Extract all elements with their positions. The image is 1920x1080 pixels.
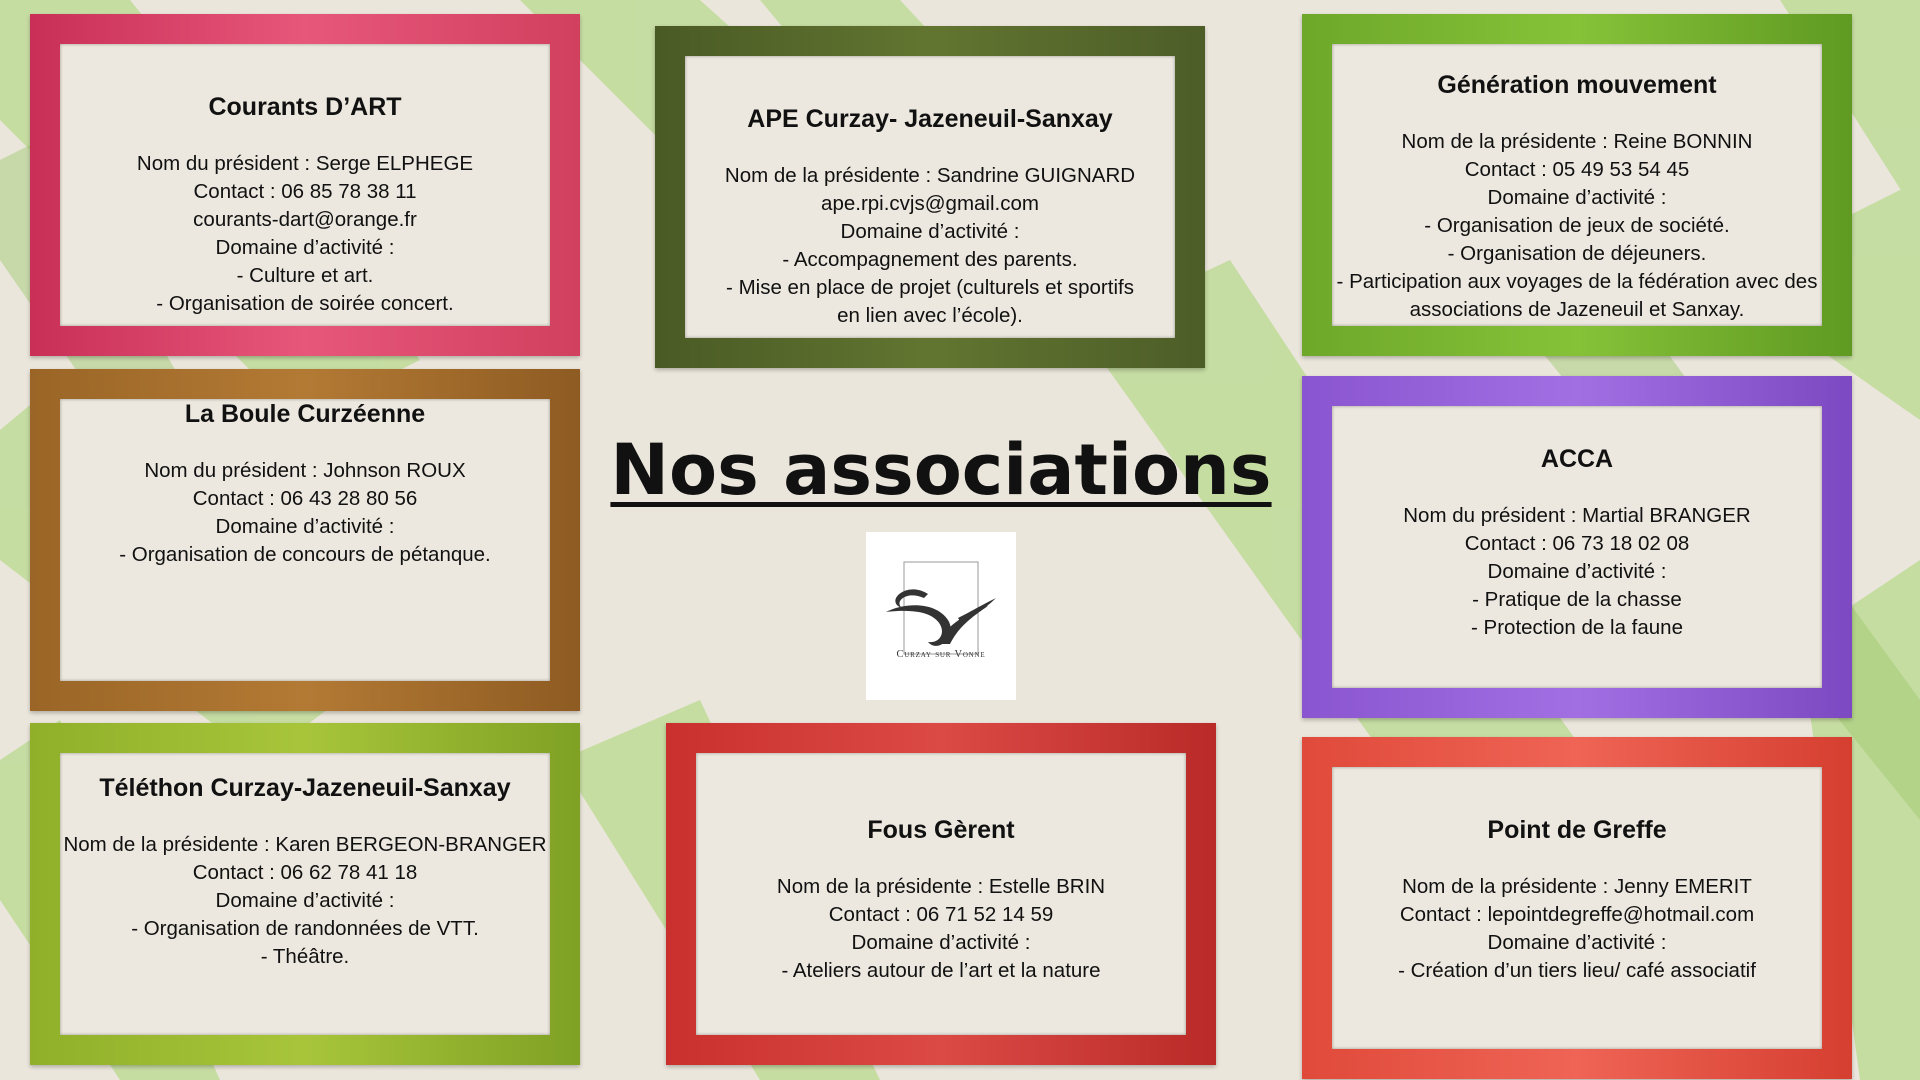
card-line: Domaine d’activité : xyxy=(1487,186,1667,209)
card-line: Contact : 06 71 52 14 59 xyxy=(828,903,1054,926)
card-line: Nom de la présidente : Jenny EMERIT xyxy=(1402,875,1752,898)
card-line: Nom de la présidente : Karen BERGEON-BRANGER xyxy=(63,833,547,856)
curzay-logo xyxy=(866,532,1016,700)
card-title: La Boule Curzéenne xyxy=(184,400,426,428)
card-line: - Mise en place de projet (culturels et sportifs xyxy=(726,276,1134,299)
card-title: APE Curzay- Jazeneuil-Sanxay xyxy=(747,105,1113,133)
card-line: associations de Jazeneuil et Sanxay. xyxy=(1409,298,1745,321)
card-line: - Pratique de la chasse xyxy=(1472,588,1682,611)
card-line: Contact : lepointdegreffe@hotmail.com xyxy=(1399,903,1755,926)
card-title: Génération mouvement xyxy=(1437,71,1717,99)
card-la-boule-curzeenne xyxy=(30,369,580,711)
card-telethon xyxy=(30,723,580,1065)
card-point-de-greffe xyxy=(1302,737,1852,1079)
card-line: Nom du président : Martial BRANGER xyxy=(1403,504,1751,527)
card-line: Nom de la présidente : Reine BONNIN xyxy=(1401,130,1753,153)
card-line: - Organisation de jeux de société. xyxy=(1424,214,1730,237)
logo-text: Curzay sur Vonne xyxy=(896,649,986,660)
card-line: Domaine d’activité : xyxy=(840,220,1020,243)
card-line: - Organisation de randonnées de VTT. xyxy=(131,917,479,940)
card-line: - Organisation de concours de pétanque. xyxy=(119,543,491,566)
card-line: Contact : 05 49 53 54 45 xyxy=(1464,158,1690,181)
card-title: Téléthon Curzay-Jazeneuil-Sanxay xyxy=(99,774,511,802)
card-line: Nom du président : Johnson ROUX xyxy=(144,459,466,482)
card-line: Contact : 06 62 78 41 18 xyxy=(192,861,418,884)
card-line: courants-dart@orange.fr xyxy=(193,208,417,231)
card-line: ape.rpi.cvjs@gmail.com xyxy=(821,192,1039,215)
card-line: - Ateliers autour de l’art et la nature xyxy=(781,959,1101,982)
card-line: Domaine d’activité : xyxy=(1487,560,1667,583)
card-line: Domaine d’activité : xyxy=(215,236,395,259)
card-ape xyxy=(655,26,1205,368)
card-acca xyxy=(1302,376,1852,718)
card-generation-mouvement xyxy=(1302,14,1852,356)
logo-mark-icon xyxy=(866,532,1016,700)
card-line: - Accompagnement des parents. xyxy=(782,248,1078,271)
card-line: - Participation aux voyages de la fédération avec des xyxy=(1336,270,1818,293)
card-line: - Protection de la faune xyxy=(1471,616,1683,639)
card-line: Contact : 06 43 28 80 56 xyxy=(192,487,418,510)
card-line: Contact : 06 85 78 38 11 xyxy=(193,180,417,203)
card-title: ACCA xyxy=(1540,445,1614,473)
card-line: Contact : 06 73 18 02 08 xyxy=(1464,532,1690,555)
card-line: Nom du président : Serge ELPHEGE xyxy=(136,152,474,175)
card-line: en lien avec l’école). xyxy=(837,304,1023,327)
card-line: Nom de la présidente : Sandrine GUIGNARD xyxy=(724,164,1136,187)
card-line: Domaine d’activité : xyxy=(215,515,395,538)
card-line: Domaine d’activité : xyxy=(1487,931,1667,954)
card-courants-dart xyxy=(30,14,580,356)
card-line: - Théâtre. xyxy=(260,945,350,968)
card-line: - Création d’un tiers lieu/ café associatif xyxy=(1398,959,1756,982)
card-line: - Organisation de déjeuners. xyxy=(1447,242,1707,265)
page-title: Nos associations xyxy=(610,429,1272,511)
card-line: Nom de la présidente : Estelle BRIN xyxy=(776,875,1106,898)
card-line: Domaine d’activité : xyxy=(215,889,395,912)
card-line: - Culture et art. xyxy=(236,264,374,287)
card-fous-gerent xyxy=(666,723,1216,1065)
card-line: Domaine d’activité : xyxy=(851,931,1031,954)
card-title: Fous Gèrent xyxy=(867,816,1015,844)
card-line: - Organisation de soirée concert. xyxy=(156,292,454,315)
card-title: Courants D’ART xyxy=(208,93,402,121)
card-title: Point de Greffe xyxy=(1487,816,1667,844)
